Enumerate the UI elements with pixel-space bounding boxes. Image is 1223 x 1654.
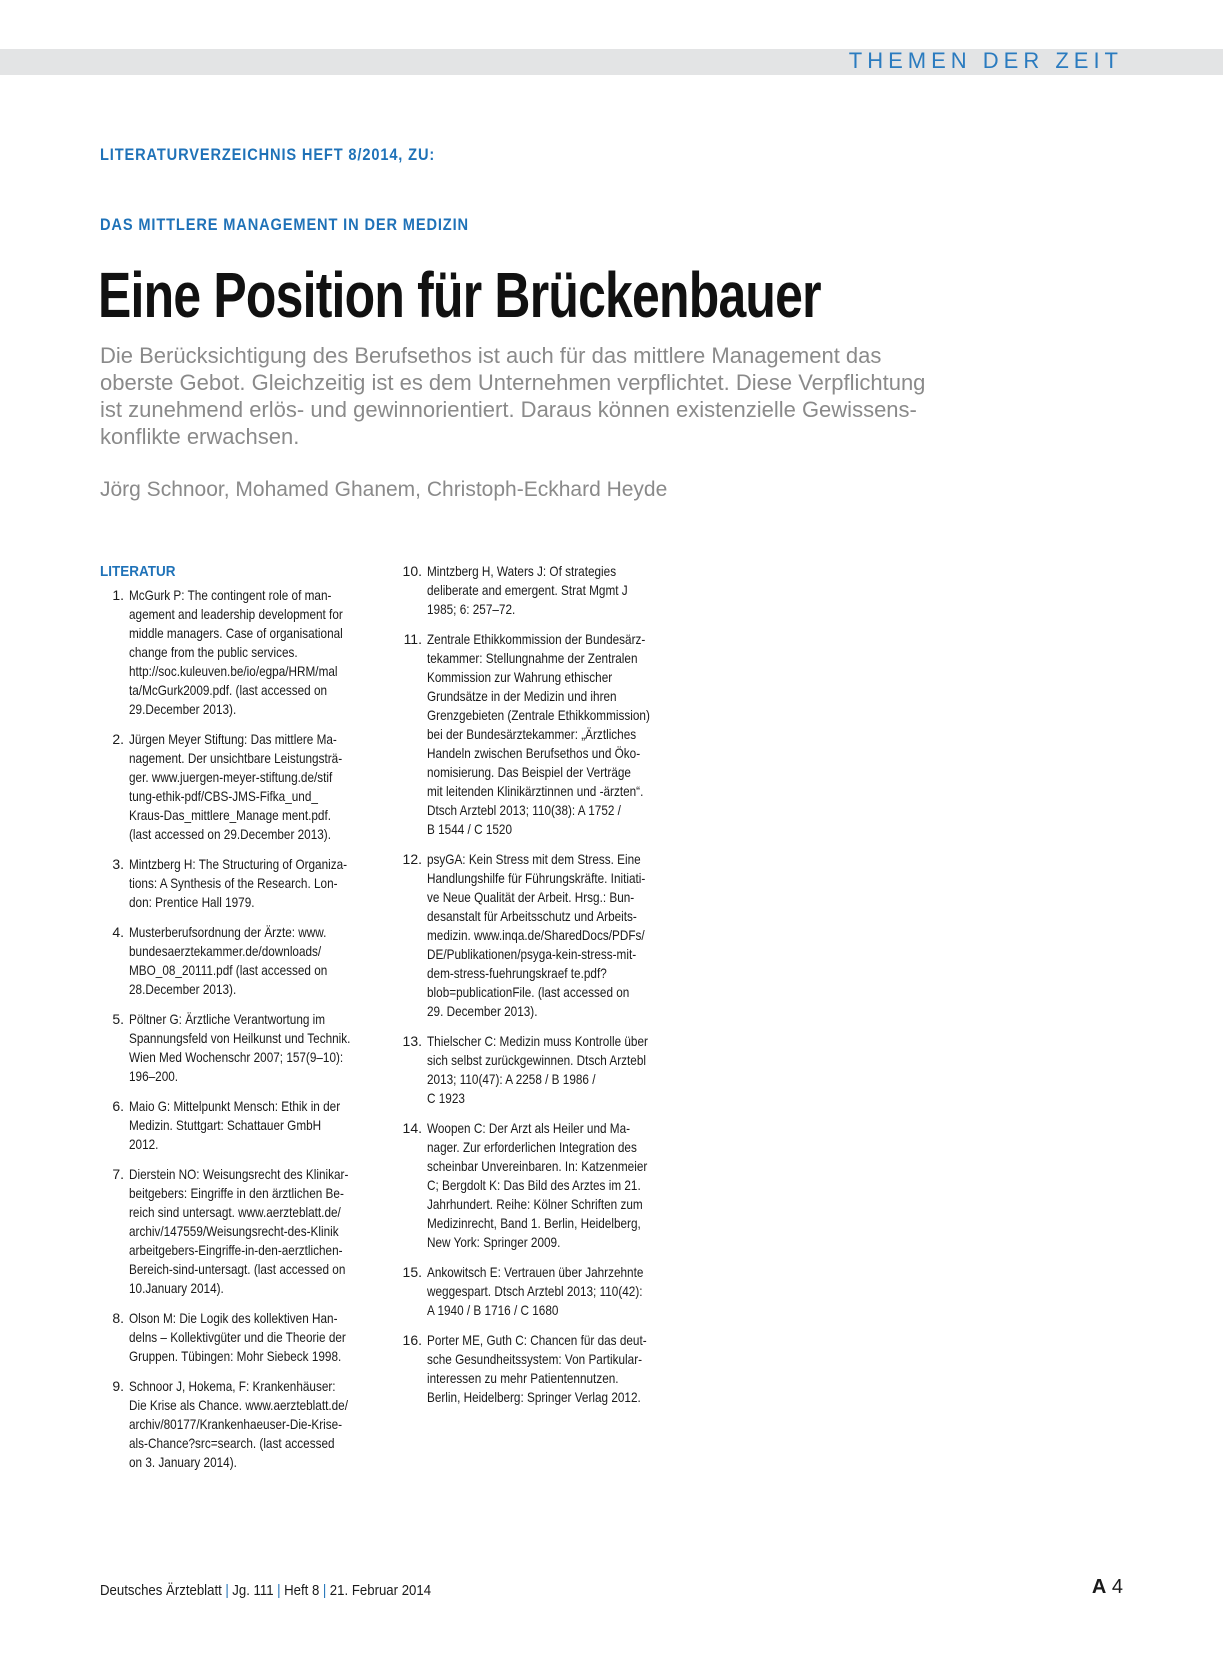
reference-text (427, 630, 692, 839)
reference-line: als-Chance?src=search. (last accessed (129, 1435, 335, 1451)
reference-line: Ankowitsch E: Vertrauen über Jahrzehnte (427, 1264, 644, 1280)
reference-text (129, 1377, 390, 1472)
reference-line: Wien Med Wochenschr 2007; 157(9–10): (129, 1049, 344, 1065)
reference-line: Zentrale Ethikkommission der Bundesärz- (427, 631, 646, 647)
reference-text (427, 1263, 685, 1320)
reference-line: Spannungsfeld von Heilkunst und Technik. (129, 1030, 351, 1046)
reference-line: Die Krise als Chance. www.aerzteblatt.de/ (129, 1397, 348, 1413)
reference-line: 196–200. (129, 1068, 179, 1084)
reference-line: ve Neue Qualität der Arbeit. Hrsg.: Bun- (427, 889, 635, 905)
reference-line: New York: Springer 2009. (427, 1234, 561, 1250)
reference-line: Handeln zwischen Berufsethos und Öko- (427, 745, 641, 761)
footer-separator: | (225, 1582, 229, 1599)
reference-number: 8. (112, 1310, 124, 1326)
reference-line: weggespart. Dtsch Arztebl 2013; 110(42): (427, 1283, 643, 1299)
reference-line: reich sind untersagt. www.aerzteblatt.de/ (129, 1204, 341, 1220)
reference-line: Kommission zur Wahrung ethischer (427, 669, 613, 685)
reference-line: DE/Publikationen/psyga-kein-stress-mit- (427, 946, 637, 962)
reference-number: 3. (112, 856, 124, 872)
footer-citation (100, 1582, 431, 1599)
page-number (1092, 1576, 1123, 1599)
reference-line: 2013; 110(47): A 2258 / B 1986 / (427, 1071, 596, 1087)
reference-line: 28.December 2013). (129, 981, 237, 997)
reference-line: Thielscher C: Medizin muss Kontrolle über (427, 1033, 648, 1049)
reference-text (129, 586, 384, 719)
reference-line: Medizinrecht, Band 1. Berlin, Heidelberg, (427, 1215, 641, 1231)
reference-line: (last accessed on 29.December 2013). (129, 826, 331, 842)
footer-separator: | (322, 1582, 327, 1599)
reference-line: don: Prentice Hall 1979. (129, 894, 255, 910)
lead-line: ist zunehmend erlös- und gewinnorientiert. Daraus können existenzielle Gewissens- (100, 397, 917, 422)
reference-line: middle managers. Case of organisational (129, 625, 343, 641)
reference-item (100, 1097, 380, 1154)
reference-number: 16. (402, 1332, 422, 1348)
reference-item (398, 1119, 698, 1252)
references-column-right (398, 562, 698, 1418)
reference-item (398, 1263, 698, 1320)
reference-text (129, 1010, 393, 1086)
reference-line: Grenzgebieten (Zentrale Ethikkommission) (427, 707, 650, 723)
footer-separator: | (277, 1582, 281, 1599)
journal-volume: Jg. 111 (232, 1582, 274, 1599)
reference-line: Pöltner G: Ärztliche Verantwortung im (129, 1011, 326, 1027)
reference-line: dem-stress-fuehrungskraef te.pdf? (427, 965, 607, 981)
reference-item (398, 562, 698, 619)
reference-line: tung-ethik-pdf/CBS-JMS-Fifka_und_ (129, 788, 318, 804)
reference-line: MBO_08_20111.pdf (last accessed on (129, 962, 328, 978)
reference-line: on 3. January 2014). (129, 1454, 237, 1470)
journal-date: 21. Februar 2014 (329, 1582, 432, 1599)
reference-number: 11. (403, 631, 422, 647)
reference-number: 12. (402, 851, 422, 867)
reference-line: Handlungshilfe für Führungskräfte. Initiati- (427, 870, 646, 886)
reference-item (398, 850, 698, 1021)
reference-text (129, 1165, 390, 1298)
reference-line: desanstalt für Arbeitsschutz und Arbeits- (427, 908, 637, 924)
journal-name: Deutsches Ärzteblatt (100, 1582, 222, 1599)
reference-line: sich selbst zurückgewinnen. Dtsch Arztebl (427, 1052, 646, 1068)
reference-line: Medizin. Stuttgart: Schattauer GmbH (129, 1117, 322, 1133)
reference-line: Mintzberg H, Waters J: Of strategies (427, 563, 617, 579)
reference-line: Dtsch Arztebl 2013; 110(38): A 1752 / (427, 802, 621, 818)
page-number-value: 4 (1111, 1576, 1123, 1598)
reference-item (100, 1165, 380, 1298)
reference-line: Olson M: Die Logik des kollektiven Han- (129, 1310, 338, 1326)
lead-line: konflikte erwachsen. (100, 424, 300, 449)
reference-line: 1985; 6: 257–72. (427, 601, 516, 617)
reference-text (129, 923, 365, 999)
reference-line: interessen zu mehr Patientennutzen. (427, 1370, 619, 1386)
reference-line: Schnoor J, Hokema, F: Krankenhäuser: (129, 1378, 336, 1394)
reference-item (398, 1331, 698, 1407)
reference-item (398, 1032, 698, 1108)
lead-line: Die Berücksichtigung des Berufsethos ist auch für das mittlere Management das (100, 343, 882, 368)
reference-line: Berlin, Heidelberg: Springer Verlag 2012. (427, 1389, 641, 1405)
reference-text (427, 562, 666, 619)
reference-item (100, 1010, 380, 1086)
reference-number: 2. (112, 731, 124, 747)
reference-line: ta/McGurk2009.pdf. (last accessed on (129, 682, 328, 698)
reference-line: Maio G: Mittelpunkt Mensch: Ethik in der (129, 1098, 341, 1114)
reference-text (129, 730, 383, 844)
reference-text (427, 1331, 688, 1407)
journal-issue: Heft 8 (284, 1582, 320, 1599)
reference-line: Gruppen. Tübingen: Mohr Siebeck 1998. (129, 1348, 342, 1364)
reference-line: Musterberufsordnung der Ärzte: www. (129, 924, 327, 940)
reference-line: 10.January 2014). (129, 1280, 224, 1296)
reference-number: 7. (112, 1166, 124, 1182)
reference-line: delns – Kollektivgüter und die Theorie der (129, 1329, 346, 1345)
reference-line: Kraus-Das_mittlere_Manage ment.pdf. (129, 807, 331, 823)
reference-text (129, 855, 389, 912)
reference-line: C; Bergdolt K: Das Bild des Arztes im 21. (427, 1177, 641, 1193)
reference-line: Porter ME, Guth C: Chancen für das deut- (427, 1332, 647, 1348)
reference-item (100, 1377, 380, 1472)
reference-line: bundesaerztekammer.de/downloads/ (129, 943, 322, 959)
reference-line: Mintzberg H: The Structuring of Organiza- (129, 856, 348, 872)
references-column-left (100, 562, 380, 1483)
reference-line: tions: A Synthesis of the Research. Lon- (129, 875, 338, 891)
reference-line: http://soc.kuleuven.be/io/egpa/HRM/mal (129, 663, 338, 679)
reference-number: 10. (402, 563, 422, 579)
reference-line: nager. Zur erforderlichen Integration des (427, 1139, 637, 1155)
reference-line: psyGA: Kein Stress mit dem Stress. Eine (427, 851, 641, 867)
reference-line: change from the public services. (129, 644, 298, 660)
reference-number: 14. (402, 1120, 422, 1136)
reference-line: C 1923 (427, 1090, 465, 1106)
lead-line: oberste Gebot. Gleichzeitig ist es dem Unternehmen verpflichtet. Diese Verpflichtung (100, 370, 926, 395)
reference-number: 5. (112, 1011, 124, 1027)
reference-line: mit leitenden Klinikärztinnen und -ärzten“. (427, 783, 644, 799)
reference-text (427, 1032, 690, 1108)
article-kicker: DAS MITTLERE MANAGEMENT IN DER MEDIZIN (100, 215, 469, 234)
reference-line: Woopen C: Der Arzt als Heiler und Ma- (427, 1120, 631, 1136)
reference-line: nagement. Der unsichtbare Leistungsträ- (129, 750, 343, 766)
reference-number: 13. (402, 1033, 422, 1049)
reference-text (427, 850, 687, 1021)
reference-line: tekammer: Stellungnahme der Zentralen (427, 650, 638, 666)
reference-line: Jürgen Meyer Stiftung: Das mittlere Ma- (129, 731, 337, 747)
reference-line: 29.December 2013). (129, 701, 237, 717)
reference-text (129, 1309, 387, 1366)
reference-line: Bereich-sind-untersagt. (last accessed on (129, 1261, 346, 1277)
author-line: Jörg Schnoor, Mohamed Ghanem, Christoph-Eckhard Heyde (100, 478, 668, 501)
reference-line: blob=publicationFile. (last accessed on (427, 984, 630, 1000)
reference-item (100, 855, 380, 912)
literature-kicker: LITERATURVERZEICHNIS HEFT 8/2014, ZU: (100, 145, 436, 164)
reference-item (100, 1309, 380, 1366)
reference-line: bei der Bundesärztekammer: „Ärztliches (427, 726, 637, 742)
article-title: Eine Position für Brückenbauer (98, 259, 821, 331)
reference-item (100, 923, 380, 999)
reference-line: scheinbar Unvereinbaren. In: Katzenmeier (427, 1158, 648, 1174)
reference-line: 2012. (129, 1136, 159, 1152)
reference-item (100, 730, 380, 844)
reference-line: A 1940 / B 1716 / C 1680 (427, 1302, 559, 1318)
reference-line: McGurk P: The contingent role of man- (129, 587, 332, 603)
article-lead (100, 342, 1000, 450)
reference-line: sche Gesundheitssystem: Von Partikular- (427, 1351, 643, 1367)
literature-heading: LITERATUR (100, 563, 176, 580)
reference-line: Grundsätze in der Medizin und ihren (427, 688, 617, 704)
reference-number: 1. (112, 587, 124, 603)
reference-line: deliberate and emergent. Strat Mgmt J (427, 582, 628, 598)
reference-line: archiv/147559/Weisungsrecht-des-Klinik (129, 1223, 339, 1239)
section-label: THEMEN DER ZEIT (848, 48, 1123, 73)
reference-line: ger. www.juergen-meyer-stiftung.de/stif (129, 769, 333, 785)
reference-line: nomisierung. Das Beispiel der Verträge (427, 764, 631, 780)
reference-item (100, 586, 380, 719)
reference-line: B 1544 / C 1520 (427, 821, 512, 837)
reference-number: 6. (112, 1098, 124, 1114)
reference-number: 4. (112, 924, 124, 940)
reference-text (129, 1097, 380, 1154)
reference-line: Jahrhundert. Reihe: Kölner Schriften zum (427, 1196, 643, 1212)
reference-item (398, 630, 698, 839)
reference-line: Dierstein NO: Weisungsrecht des Klinikar- (129, 1166, 349, 1182)
reference-text (427, 1119, 689, 1252)
reference-line: medizin. www.inqa.de/SharedDocs/PDFs/ (427, 927, 645, 943)
page-prefix: A (1091, 1576, 1107, 1598)
reference-number: 15. (402, 1264, 422, 1280)
reference-line: arbeitgebers-Eingriffe-in-den-aerztlichen- (129, 1242, 343, 1258)
reference-line: beitgebers: Eingriffe in den ärztlichen Be- (129, 1185, 344, 1201)
reference-number: 9. (112, 1378, 124, 1394)
reference-line: agement and leadership development for (129, 606, 343, 622)
reference-line: 29. December 2013). (427, 1003, 538, 1019)
reference-line: archiv/80177/Krankenhaeuser-Die-Krise- (129, 1416, 343, 1432)
